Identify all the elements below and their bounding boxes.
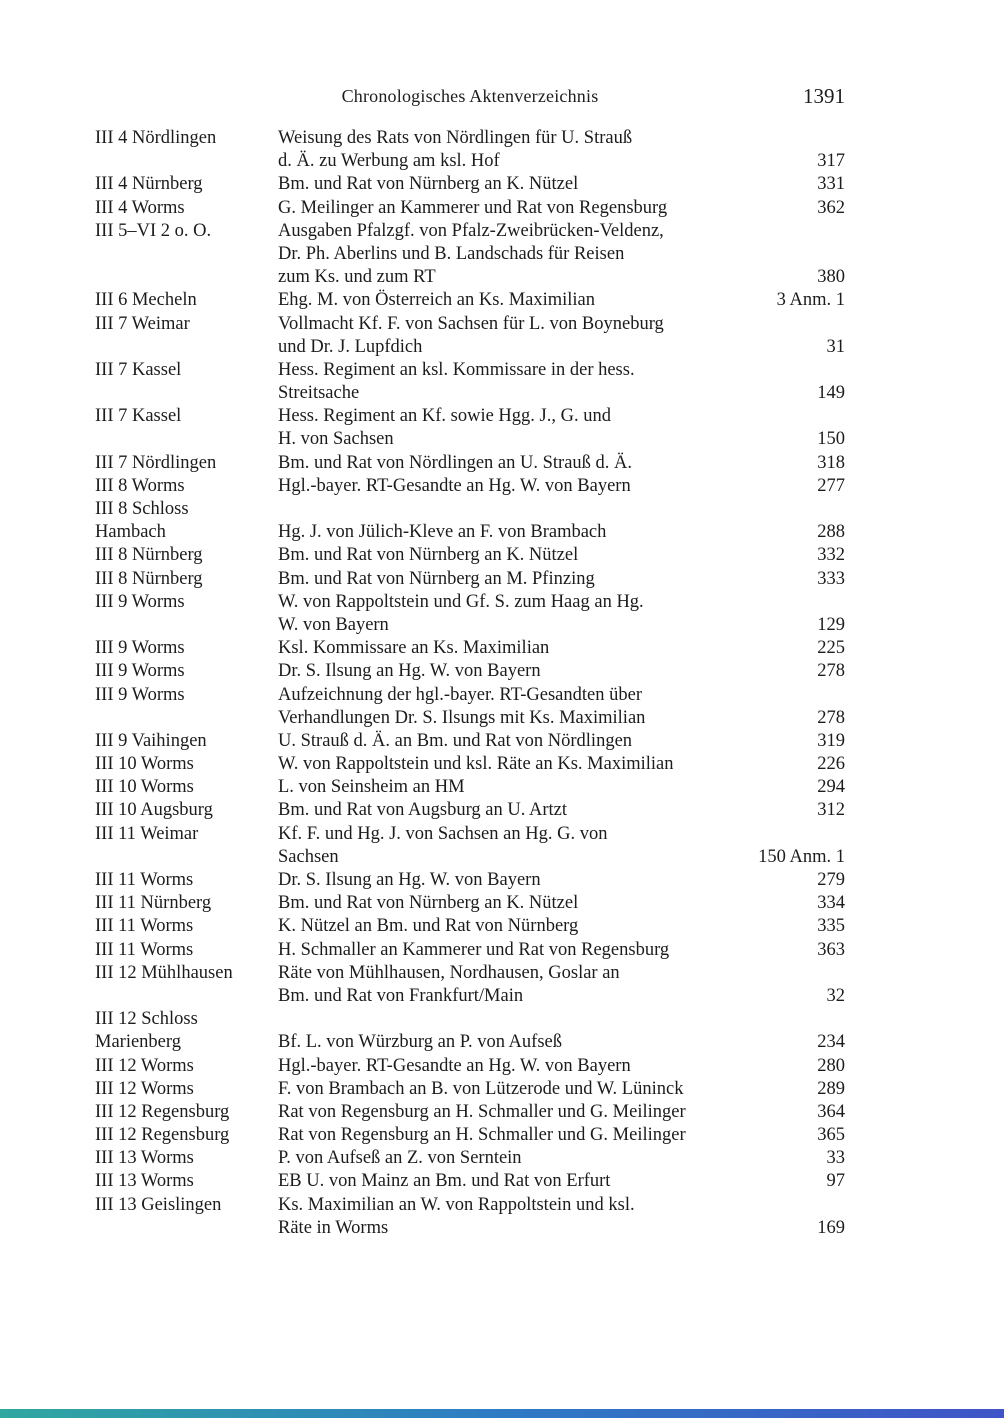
entry-line <box>95 521 845 544</box>
entry-line <box>95 823 845 846</box>
entry-page-ref: 380 <box>817 267 845 288</box>
entry-page-ref: 362 <box>817 197 845 218</box>
entry-line <box>95 428 845 451</box>
entry-description: Ausgaben Pfalzgf. von Pfalz-Zweibrücken-Veldenz, <box>278 220 664 241</box>
entry-line <box>95 289 845 312</box>
entry-description <box>278 498 835 521</box>
entry-description: Bm. und Rat von Nürnberg an K. Nützel <box>278 174 579 195</box>
entry-line <box>95 660 845 683</box>
entry-date-place: III 12 Worms <box>95 1078 194 1099</box>
entry-date-place: III 13 Geislingen <box>95 1194 222 1215</box>
entry-date-place <box>95 614 278 637</box>
entry-page-ref <box>835 405 845 428</box>
entry-page-ref: 32 <box>826 985 845 1006</box>
entry-date-place: III 12 Regensburg <box>95 1125 230 1146</box>
entry-date-place: III 8 Nürnberg <box>95 545 203 566</box>
entry-line <box>95 336 845 359</box>
entry-line <box>95 1078 845 1101</box>
entry-line <box>95 637 845 660</box>
entry-date-place: III 10 Worms <box>95 777 194 798</box>
entry-date-place <box>95 985 278 1008</box>
entry-page-ref: 31 <box>826 336 845 357</box>
entry-date-place: Marienberg <box>95 1032 181 1053</box>
entry-line <box>95 568 845 591</box>
entry-description: Bm. und Rat von Nürnberg an K. Nützel <box>278 545 579 566</box>
entry-date-place: III 4 Worms <box>95 197 185 218</box>
entry-description: Bm. und Rat von Nürnberg an M. Pfinzing <box>278 568 595 589</box>
entry-description: G. Meilinger an Kammerer und Rat von Regensburg <box>278 197 668 218</box>
page-header <box>95 84 845 108</box>
entry-description: Hgl.-bayer. RT-Gesandte an Hg. W. von Bayern <box>278 475 631 496</box>
entry-line <box>95 1194 845 1217</box>
entry-page-ref: 294 <box>817 777 845 798</box>
entry-page-ref: 333 <box>817 568 845 589</box>
entry-page-ref: 169 <box>817 1217 845 1238</box>
entry-page-ref: 280 <box>817 1055 845 1076</box>
entry-page-ref: 278 <box>817 661 845 682</box>
entry-description: Hess. Regiment an Kf. sowie Hgg. J., G. und <box>278 406 611 427</box>
entry-line <box>95 313 845 336</box>
entry-line <box>95 173 845 196</box>
entry-description: EB U. von Mainz an Bm. und Rat von Erfurt <box>278 1171 611 1192</box>
entry-date-place <box>95 846 278 869</box>
entry-line <box>95 869 845 892</box>
entry-description: Kf. F. und Hg. J. von Sachsen an Hg. G. von <box>278 823 608 844</box>
entry-line <box>95 776 845 799</box>
entry-page-ref <box>835 359 845 382</box>
entry-date-place: III 8 Schloss <box>95 499 189 519</box>
entry-line <box>95 846 845 869</box>
entry-line <box>95 707 845 730</box>
entry-date-place: III 13 Worms <box>95 1171 194 1192</box>
entry-line <box>95 359 845 382</box>
entry-page-ref <box>835 684 845 707</box>
entry-page-ref: 234 <box>817 1032 845 1053</box>
entry-description: H. von Sachsen <box>278 429 394 450</box>
entry-description: Aufzeichnung der hgl.-bayer. RT-Gesandten über <box>278 684 642 705</box>
entry-page-ref: 226 <box>817 754 845 775</box>
entry-line <box>95 382 845 405</box>
entry-page-ref: 364 <box>817 1101 845 1122</box>
entry-line <box>95 1147 845 1170</box>
entry-description: Verhandlungen Dr. S. Ilsungs mit Ks. Maximilian <box>278 707 646 728</box>
entry-description: Bm. und Rat von Augsburg an U. Artzt <box>278 800 567 821</box>
entry-date-place: III 11 Weimar <box>95 823 199 844</box>
entry-line <box>95 1031 845 1054</box>
entry-page-ref: 129 <box>817 614 845 635</box>
entry-date-place <box>95 428 278 451</box>
entry-page-ref: 150 Anm. 1 <box>758 846 845 867</box>
entry-description: Bm. und Rat von Nördlingen an U. Strauß d. Ä. <box>278 452 633 473</box>
entry-page-ref: 312 <box>817 800 845 821</box>
entry-date-place <box>95 150 278 173</box>
entry-line <box>95 1101 845 1124</box>
entry-page-ref: 318 <box>817 452 845 473</box>
entry-description: W. von Bayern <box>278 614 389 635</box>
entry-description: H. Schmaller an Kammerer und Rat von Regensburg <box>278 939 670 960</box>
entry-page-ref: 332 <box>817 545 845 566</box>
entry-line <box>95 962 845 985</box>
entry-page-ref: 319 <box>817 730 845 751</box>
entry-date-place: III 9 Worms <box>95 684 185 705</box>
entry-date-place <box>95 1217 278 1240</box>
entry-list <box>95 127 845 1240</box>
entry-page-ref <box>835 591 845 614</box>
entry-line <box>95 544 845 567</box>
entry-description: Sachsen <box>278 846 339 867</box>
entry-description: Weisung des Rats von Nördlingen für U. Strauß <box>278 128 633 148</box>
entry-description: Dr. S. Ilsung an Hg. W. von Bayern <box>278 661 541 682</box>
entry-line <box>95 730 845 753</box>
entry-page-ref: 149 <box>817 383 845 404</box>
entry-description: Rat von Regensburg an H. Schmaller und G. Meilinger <box>278 1125 686 1146</box>
entry-date-place: III 12 Worms <box>95 1055 194 1076</box>
entry-line <box>95 452 845 475</box>
entry-date-place: III 10 Worms <box>95 754 194 775</box>
entry-page-ref <box>835 1008 845 1031</box>
entry-description: Vollmacht Kf. F. von Sachsen für L. von Boyneburg <box>278 313 664 334</box>
entry-date-place: III 12 Mühlhausen <box>95 962 233 983</box>
entry-page-ref: 150 <box>817 429 845 450</box>
entry-date-place: III 10 Augsburg <box>95 800 213 821</box>
entry-page-ref <box>835 243 845 266</box>
entry-page-ref: 33 <box>826 1148 845 1169</box>
entry-page-ref: 277 <box>817 475 845 496</box>
entry-date-place: III 12 Schloss <box>95 1009 198 1030</box>
entry-description: Ks. Maximilian an W. von Rappoltstein und ksl. <box>278 1194 635 1215</box>
entry-page-ref <box>835 220 845 243</box>
entry-line <box>95 684 845 707</box>
entry-description: Dr. S. Ilsung an Hg. W. von Bayern <box>278 870 541 890</box>
entry-line <box>95 892 845 915</box>
entry-date-place: III 11 Worms <box>95 939 194 960</box>
entry-page-ref: 97 <box>826 1171 845 1192</box>
entry-date-place: III 11 Nürnberg <box>95 893 212 914</box>
entry-date-place: III 7 Kassel <box>95 406 182 427</box>
entry-description: Dr. Ph. Aberlins und B. Landschads für Reisen <box>278 243 625 264</box>
entry-line <box>95 939 845 962</box>
entry-description: Hg. J. von Jülich-Kleve an F. von Brambach <box>278 522 607 543</box>
entry-description: U. Strauß d. Ä. an Bm. und Rat von Nördlingen <box>278 730 633 751</box>
entry-line <box>95 475 845 498</box>
entry-date-place: III 11 Worms <box>95 870 194 890</box>
entry-description: Bm. und Rat von Nürnberg an K. Nützel <box>278 893 579 914</box>
entry-description: Streitsache <box>278 383 360 404</box>
entry-page-ref: 331 <box>817 174 845 195</box>
entry-date-place <box>95 336 278 359</box>
entry-description: K. Nützel an Bm. und Rat von Nürnberg <box>278 916 579 937</box>
entry-description: Hess. Regiment an ksl. Kommissare in der hess. <box>278 359 635 380</box>
entry-line <box>95 405 845 428</box>
entry-line <box>95 150 845 173</box>
entry-description: d. Ä. zu Werbung am ksl. Hof <box>278 151 500 172</box>
entry-date-place <box>95 243 278 266</box>
entry-line <box>95 1008 845 1031</box>
entry-description: Bf. L. von Würzburg an P. von Aufseß <box>278 1032 562 1053</box>
entry-description: und Dr. J. Lupfdich <box>278 336 423 357</box>
entry-date-place: III 8 Nürnberg <box>95 568 203 589</box>
entry-line <box>95 220 845 243</box>
entry-page-ref: 317 <box>817 151 845 172</box>
entry-page-ref: 225 <box>817 638 845 659</box>
entry-date-place <box>95 382 278 405</box>
entry-page-ref <box>835 127 845 150</box>
entry-date-place: III 5–VI 2 o. O. <box>95 220 212 241</box>
entry-date-place: III 7 Kassel <box>95 359 182 380</box>
entry-page-ref: 365 <box>817 1125 845 1146</box>
entry-page-ref <box>835 498 845 521</box>
entry-line <box>95 1170 845 1193</box>
entry-date-place: III 9 Worms <box>95 661 185 682</box>
entry-description: Ehg. M. von Österreich an Ks. Maximilian <box>278 290 596 311</box>
entry-line <box>95 753 845 776</box>
page-number: 1391 <box>803 84 845 108</box>
entry-description: Räte in Worms <box>278 1217 389 1238</box>
entry-description: Bm. und Rat von Frankfurt/Main <box>278 985 524 1006</box>
entry-description: P. von Aufseß an Z. von Serntein <box>278 1148 522 1169</box>
entry-page-ref: 363 <box>817 939 845 960</box>
entry-line <box>95 243 845 266</box>
entry-description: F. von Brambach an B. von Lützerode und W. Lüninck <box>278 1078 684 1099</box>
entry-description: Räte von Mühlhausen, Nordhausen, Goslar an <box>278 962 620 983</box>
entry-description: Ksl. Kommissare an Ks. Maximilian <box>278 638 550 659</box>
entry-page-ref: 289 <box>817 1078 845 1099</box>
entry-line <box>95 985 845 1008</box>
entry-line <box>95 1055 845 1078</box>
entry-description: W. von Rappoltstein und ksl. Räte an Ks. Maximilian <box>278 754 674 775</box>
entry-line <box>95 1124 845 1147</box>
entry-date-place <box>95 266 278 289</box>
entry-page-ref: 288 <box>817 522 845 543</box>
entry-description: zum Ks. und zum RT <box>278 267 436 288</box>
entry-page-ref <box>835 962 845 985</box>
entry-line <box>95 197 845 220</box>
entry-line <box>95 915 845 938</box>
entry-date-place: III 6 Mecheln <box>95 290 197 311</box>
entry-description: L. von Seinsheim an HM <box>278 777 465 798</box>
entry-date-place: III 7 Nördlingen <box>95 452 217 473</box>
entry-date-place: III 13 Worms <box>95 1148 194 1169</box>
entry-line <box>95 591 845 614</box>
entry-line <box>95 498 845 521</box>
entry-date-place: III 11 Worms <box>95 916 194 937</box>
entry-date-place: III 9 Vaihingen <box>95 730 207 751</box>
entry-date-place: III 8 Worms <box>95 475 185 496</box>
entry-page-ref <box>835 823 845 846</box>
entry-description <box>278 1008 835 1031</box>
entry-page-ref: 279 <box>817 870 845 890</box>
entry-page-ref: 3 Anm. 1 <box>776 290 845 311</box>
entry-description: Rat von Regensburg an H. Schmaller und G. Meilinger <box>278 1101 686 1122</box>
entry-line <box>95 614 845 637</box>
running-title: Chronologisches Aktenverzeichnis <box>341 86 599 106</box>
entry-line <box>95 127 845 150</box>
entry-page-ref: 334 <box>817 893 845 914</box>
entry-page-ref <box>835 1194 845 1217</box>
entry-date-place: III 4 Nürnberg <box>95 174 203 195</box>
entry-page-ref <box>835 313 845 336</box>
entry-description: W. von Rappoltstein und Gf. S. zum Haag an Hg. <box>278 591 644 612</box>
entry-date-place: III 7 Weimar <box>95 313 190 334</box>
entry-date-place: Hambach <box>95 522 166 543</box>
entry-date-place: III 12 Regensburg <box>95 1101 230 1122</box>
entry-date-place <box>95 707 278 730</box>
footer-bar <box>0 1409 1004 1418</box>
entry-date-place: III 9 Worms <box>95 638 185 659</box>
entry-line <box>95 799 845 822</box>
entry-date-place: III 4 Nördlingen <box>95 128 217 148</box>
entry-line <box>95 266 845 289</box>
book-page <box>95 84 845 1240</box>
entry-page-ref: 278 <box>817 707 845 728</box>
entry-line <box>95 1217 845 1240</box>
entry-description: Hgl.-bayer. RT-Gesandte an Hg. W. von Bayern <box>278 1055 631 1076</box>
entry-page-ref: 335 <box>817 916 845 937</box>
entry-date-place: III 9 Worms <box>95 591 185 612</box>
